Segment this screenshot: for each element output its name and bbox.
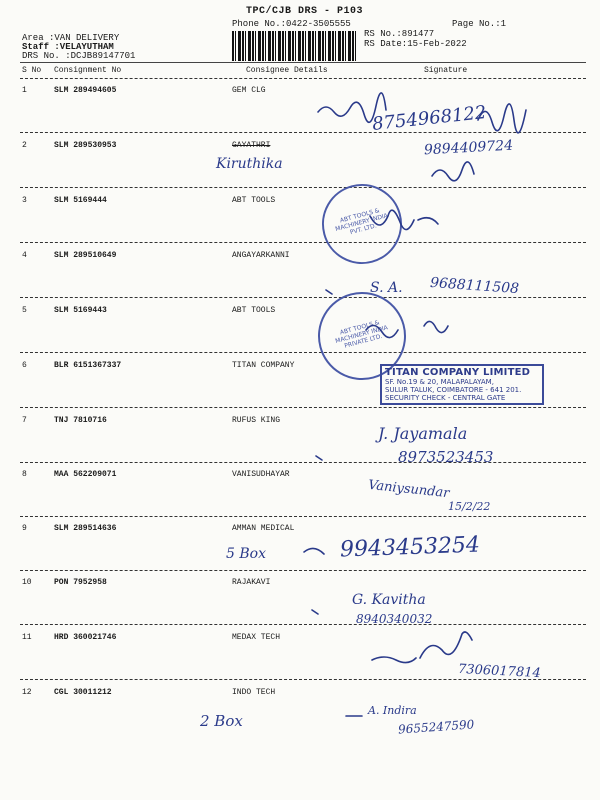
handwritten-signature: S. A. xyxy=(370,280,403,296)
stamp-text: ABT TOOLS & MACHINERY INDIA PVT. LTD. xyxy=(334,207,389,237)
handwritten-name: A. Indira xyxy=(368,704,417,717)
handwritten-name: Vaniysundar xyxy=(367,477,451,502)
handwritten-phone: 9655247590 xyxy=(397,717,475,737)
handwritten-phone: 9688111508 xyxy=(429,274,520,298)
handwritten-signature: J. Jayamala xyxy=(378,424,468,443)
row-consignment: PON 7952958 xyxy=(54,578,107,587)
row-consignee: GAYATHRI xyxy=(232,141,271,150)
signature-mark xyxy=(366,325,398,337)
signature-mark xyxy=(420,632,472,658)
row-consignment: HRD 360021746 xyxy=(54,633,117,642)
row-sno: 8 xyxy=(22,470,27,479)
handwritten-name: G. Kavitha xyxy=(352,592,426,608)
signature-mark xyxy=(318,93,386,122)
handwritten-phone: 9943453254 xyxy=(339,532,481,563)
stamp-text: SECURITY CHECK - CENTRAL GATE xyxy=(385,394,506,402)
row-consignee: TITAN COMPANY xyxy=(232,361,295,370)
handwritten-phone: 9894409724 xyxy=(423,137,514,159)
signature-mark xyxy=(312,610,318,614)
stamp-text: SF. No.19 & 20, MALAPALAYAM, xyxy=(385,378,494,386)
row-consignment: MAA 562209071 xyxy=(54,470,117,479)
col-consignment: Consignment No xyxy=(54,66,122,75)
row-consignee: ABT TOOLS xyxy=(232,196,276,205)
row-sno: 6 xyxy=(22,361,27,370)
row-consignee: ANGAYARKANNI xyxy=(232,251,290,260)
row-consignee: RAJAKAVI xyxy=(232,578,271,587)
row-sno: 12 xyxy=(22,688,32,697)
row-sno: 5 xyxy=(22,306,27,315)
stamp-text: SULUR TALUK, COIMBATORE - 641 201. xyxy=(385,386,522,394)
row-consignee: RUFUS KING xyxy=(232,416,281,425)
row-consignment: TNJ 7810716 xyxy=(54,416,107,425)
rs-number: RS No.:891477 xyxy=(364,29,435,39)
row-consignment: BLR 6151367337 xyxy=(54,361,122,370)
stamp-text: TITAN COMPANY LIMITED xyxy=(385,367,531,378)
staff-label: Staff :VELAYUTHAM xyxy=(22,42,114,52)
row-sno: 7 xyxy=(22,416,27,425)
row-consignment: SLM 289494605 xyxy=(54,86,117,95)
signature-mark xyxy=(304,548,324,554)
row-consignee: AMMAN MEDICAL xyxy=(232,524,295,533)
handwritten-phone: 8754968122 xyxy=(371,102,488,135)
signature-mark xyxy=(372,657,416,663)
drs-number: DRS No. :DCJB89147701 xyxy=(22,51,136,61)
page-number: Page No.:1 xyxy=(452,19,507,29)
row-consignment: SLM 289530953 xyxy=(54,141,117,150)
row-consignment: CGL 30011212 xyxy=(54,688,112,697)
row-sno: 4 xyxy=(22,251,27,260)
row-consignee: GEM CLG xyxy=(232,86,266,95)
row-consignee: MEDAX TECH xyxy=(232,633,281,642)
signature-mark xyxy=(432,162,474,181)
area-label: Area :VAN DELIVERY xyxy=(22,33,120,43)
col-signature: Signature xyxy=(424,66,468,75)
handwritten-date: 15/2/22 xyxy=(448,500,491,513)
handwritten-phone: 8973523453 xyxy=(398,448,494,466)
signature-mark xyxy=(326,290,332,294)
phone-number: Phone No.:0422-3505555 xyxy=(232,19,351,29)
handwritten-note: 2 Box xyxy=(200,712,243,730)
handwritten-note: 5 Box xyxy=(226,546,266,562)
row-sno: 11 xyxy=(22,633,32,642)
row-consignment: SLM 5169444 xyxy=(54,196,107,205)
row-consignee: ABT TOOLS xyxy=(232,306,276,315)
handwritten-name: Kiruthika xyxy=(216,156,283,172)
row-consignee: VANISUDHAYAR xyxy=(232,470,290,479)
row-sno: 1 xyxy=(22,86,27,95)
signature-mark xyxy=(424,321,448,332)
row-consignment: SLM 289510649 xyxy=(54,251,117,260)
handwritten-phone: 8940340032 xyxy=(356,612,433,626)
stamp-text: ABT TOOLS & MACHINERY INDIA PRIVATE LTD. xyxy=(334,319,389,350)
row-sno: 2 xyxy=(22,141,27,150)
document-title: TPC/CJB DRS - P103 xyxy=(246,6,364,17)
row-sno: 9 xyxy=(22,524,27,533)
row-sno: 10 xyxy=(22,578,32,587)
signature-mark xyxy=(418,218,438,224)
col-sno: S No xyxy=(22,66,42,75)
signature-mark xyxy=(316,456,322,460)
col-consignee: Consignee Details xyxy=(246,66,328,75)
row-consignment: SLM 5169443 xyxy=(54,306,107,315)
signature-mark xyxy=(370,210,414,229)
rs-date: RS Date:15-Feb-2022 xyxy=(364,39,467,49)
row-sno: 3 xyxy=(22,196,27,205)
signature-mark xyxy=(478,104,526,133)
row-consignee: INDO TECH xyxy=(232,688,276,697)
handwritten-phone: 7306017814 xyxy=(457,661,542,682)
row-consignment: SLM 289514636 xyxy=(54,524,117,533)
